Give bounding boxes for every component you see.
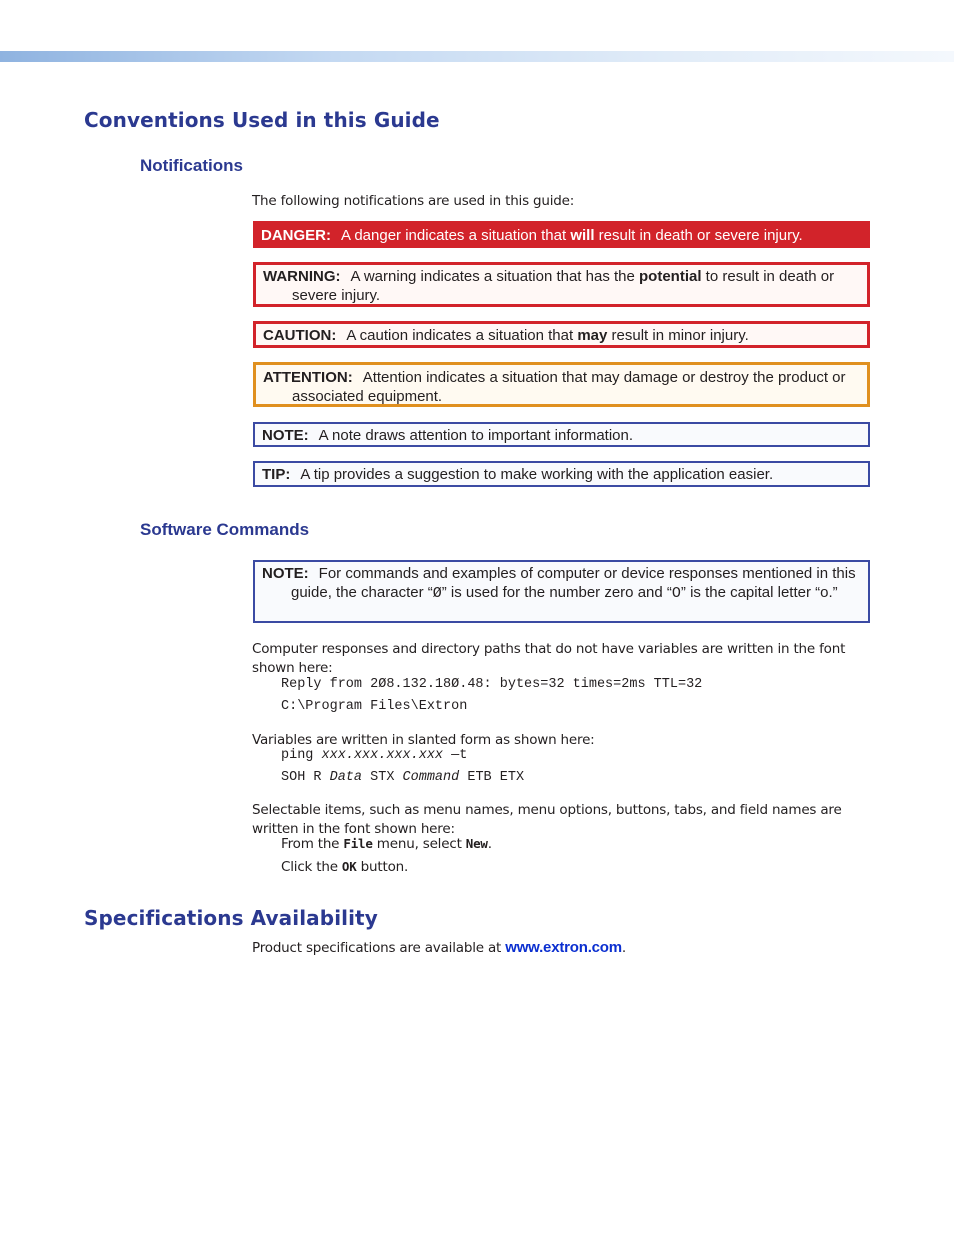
menu-example-text: From the — [281, 836, 344, 852]
subsection-title-software-commands: Software Commands — [140, 520, 310, 539]
button-example-end: button. — [356, 859, 409, 875]
warning-notice — [253, 262, 870, 307]
header-gradient-bar — [0, 51, 954, 62]
attention-label: ATTENTION: — [263, 369, 353, 386]
caution-bold: may — [577, 327, 608, 344]
caution-notice — [253, 321, 870, 348]
note-text: A note draws attention to important information. — [318, 427, 634, 444]
specs-text: Product specifications are available at — [252, 940, 506, 956]
menu-example-text-2: menu, select — [372, 836, 466, 852]
commands-note — [253, 560, 870, 623]
soh-variable-command: Command — [402, 770, 460, 785]
zero-character: Ø — [432, 585, 442, 602]
tip-label: TIP: — [262, 466, 291, 483]
commands-note-text: For commands and examples of computer or device responses mentioned in this guide, the character “ — [291, 565, 856, 601]
o-character: O — [671, 585, 681, 602]
soh-part-2: STX — [362, 770, 403, 785]
ping-command: ping — [281, 748, 322, 763]
danger-bold: will — [570, 227, 595, 244]
specs-paragraph — [252, 938, 862, 958]
subsection-title-notifications: Notifications — [140, 156, 243, 175]
specs-end: . — [621, 940, 626, 956]
warning-text: A warning indicates a situation that has the — [350, 268, 640, 285]
code-ping-example — [281, 748, 467, 763]
commands-note-text-3: ” is the capital letter “o.” — [680, 584, 838, 601]
caution-text: A caution indicates a situation that — [346, 327, 578, 344]
ping-suffix: —t — [443, 748, 468, 763]
code-soh-example — [281, 770, 524, 785]
tip-text: A tip provides a suggestion to make working with the application easier. — [300, 466, 774, 483]
code-path-example: C:\Program Files\Extron — [281, 699, 468, 714]
new-menu-option: New — [465, 836, 488, 851]
caution-label: CAUTION: — [263, 327, 337, 344]
ok-button-name: OK — [341, 859, 357, 874]
soh-part-1: SOH R — [281, 770, 330, 785]
section-title-conventions: Conventions Used in this Guide — [84, 108, 440, 132]
extron-website-link[interactable]: www.extron.com — [505, 939, 622, 956]
file-menu-name: File — [343, 836, 373, 851]
note-label: NOTE: — [262, 427, 309, 444]
tip-notice — [253, 461, 870, 487]
variables-paragraph: Variables are written in slanted form as shown here: — [252, 732, 595, 748]
soh-variable-data: Data — [329, 770, 363, 785]
caution-text-end: result in minor injury. — [607, 327, 749, 344]
danger-text: A danger indicates a situation that — [341, 227, 571, 244]
warning-bold: potential — [639, 268, 702, 285]
section-title-specifications: Specifications Availability — [84, 906, 378, 930]
attention-notice — [253, 362, 870, 407]
ping-variable: xxx.xxx.xxx.xxx — [321, 748, 444, 763]
notifications-intro: The following notifications are used in this guide: — [252, 193, 575, 209]
button-example-text: Click the — [281, 859, 342, 875]
responses-paragraph: Computer responses and directory paths that do not have variables are written in the font shown here: — [252, 641, 846, 676]
selectable-paragraph: Selectable items, such as menu names, menu options, buttons, tabs, and field names are written in the font shown here: — [252, 802, 842, 837]
danger-text-end: result in death or severe injury. — [594, 227, 803, 244]
danger-notice — [253, 221, 870, 248]
soh-part-3: ETB ETX — [459, 770, 525, 785]
danger-label: DANGER: — [261, 227, 331, 244]
menu-example-end: . — [487, 836, 492, 852]
menu-example — [281, 836, 492, 852]
code-reply-example: Reply from 2Ø8.132.18Ø.48: bytes=32 times=2ms TTL=32 — [281, 677, 703, 692]
commands-note-text-2: ” is used for the number zero and “ — [441, 584, 672, 601]
button-example — [281, 859, 408, 875]
warning-text-end: to result in death or severe injury. — [292, 268, 835, 304]
warning-label: WARNING: — [263, 268, 341, 285]
attention-text: Attention indicates a situation that may damage or destroy the product or associated equipment. — [292, 369, 846, 405]
commands-note-label: NOTE: — [262, 565, 309, 582]
note-notice — [253, 422, 870, 447]
